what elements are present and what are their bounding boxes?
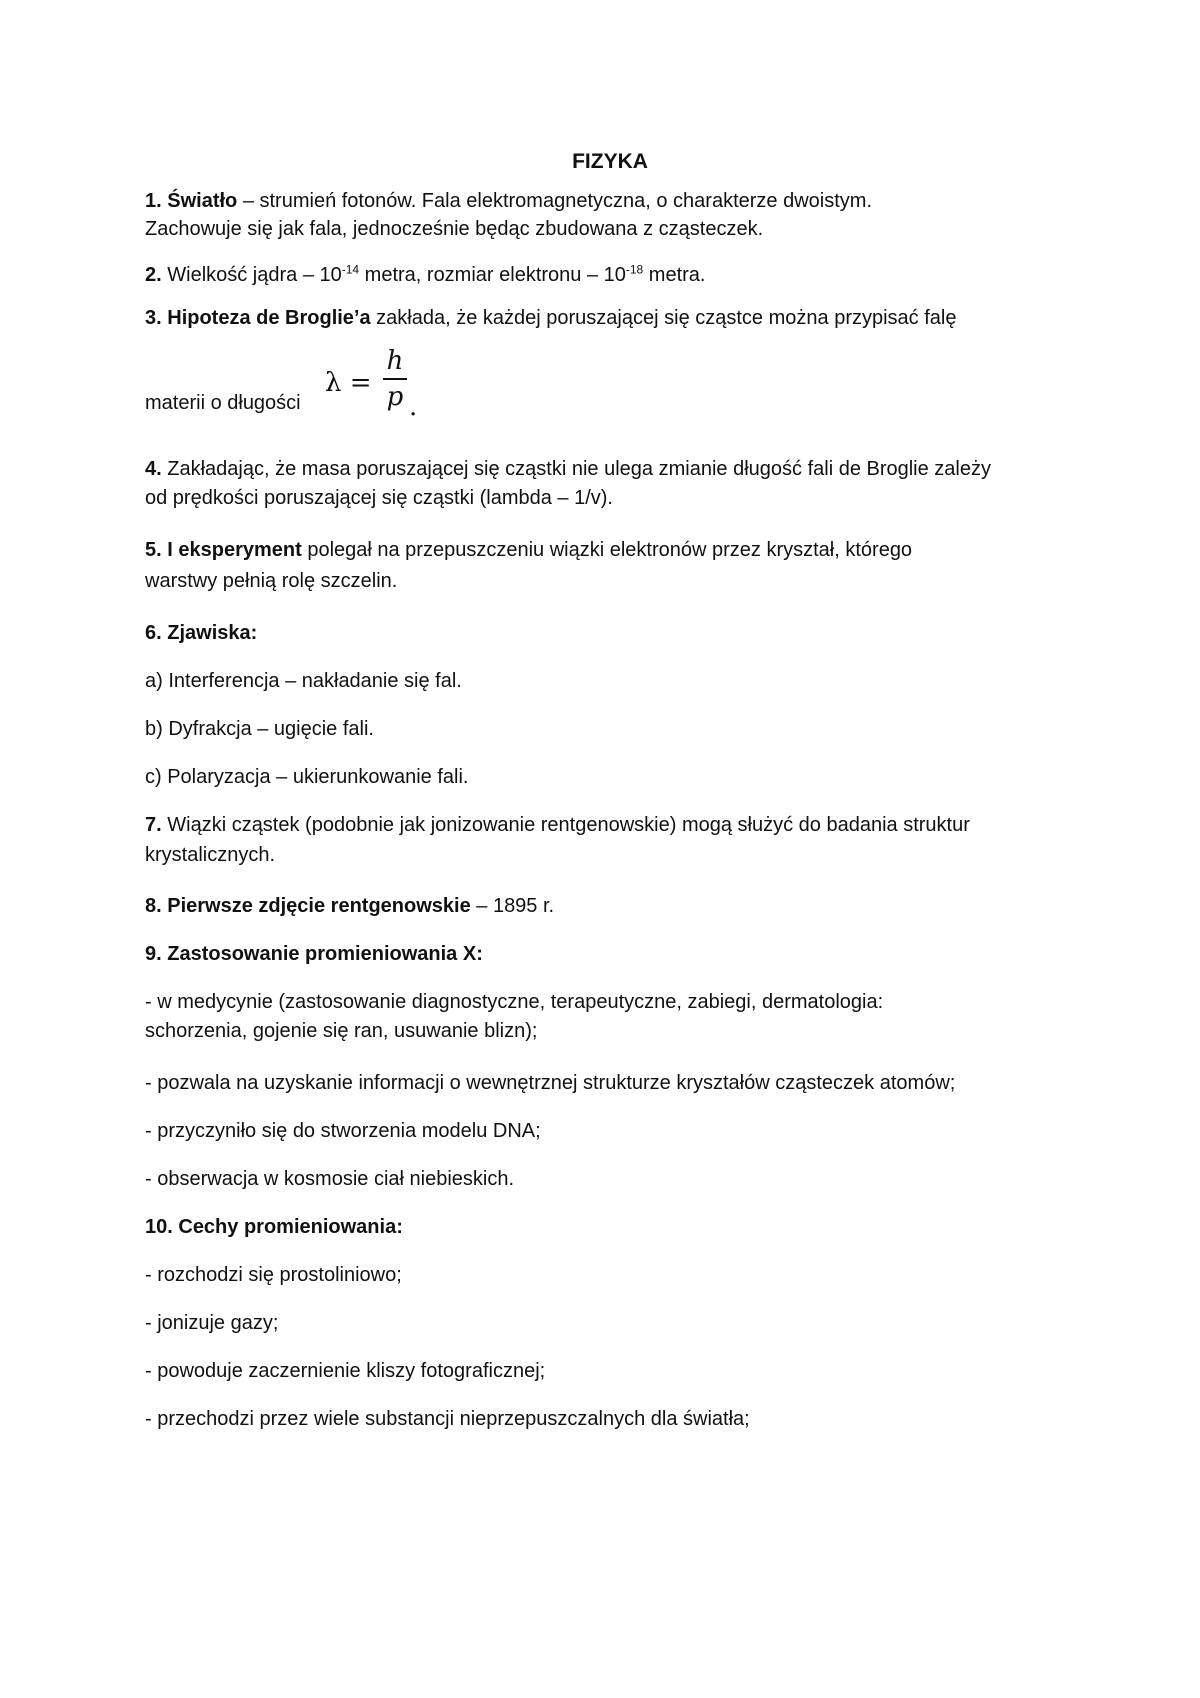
page-title: FIZYKA: [572, 150, 648, 173]
item-6-heading: 6. Zjawiska:: [145, 622, 258, 644]
item-9-bullet-2: - pozwala na uzyskanie informacji o wewnętrznej strukturze kryształów cząsteczek atomów;: [145, 1072, 956, 1094]
formula-lhs: λ =: [325, 368, 372, 398]
item-9-bullet-4: - obserwacja w kosmosie ciał niebieskich.: [145, 1168, 515, 1190]
formula-fraction: [383, 346, 407, 412]
item-3-line-1: 3. Hipoteza de Broglie’a zakłada, że każdej poruszającej się cząstce można przypisać falę: [145, 307, 957, 329]
item-1-line-1: 1. Światło – strumień fotonów. Fala elektromagnetyczna, o charakterze dwoistym.: [145, 190, 873, 212]
item-9-bullet-1-line-2: schorzenia, gojenie się ran, usuwanie blizn);: [145, 1020, 538, 1042]
item-10-bullet-2: - jonizuje gazy;: [145, 1312, 279, 1334]
item-6c: c) Polaryzacja – ukierunkowanie fali.: [145, 766, 469, 788]
item-7-line-1: 7. Wiązki cząstek (podobnie jak jonizowanie rentgenowskie) mogą służyć do badania struktur: [145, 814, 970, 836]
item-6b: b) Dyfrakcja – ugięcie fali.: [145, 718, 374, 740]
item-10-heading: 10. Cechy promieniowania:: [145, 1216, 403, 1238]
item-3-line-2: materii o długości: [145, 392, 301, 414]
formula-denominator: p: [386, 382, 404, 412]
item-10-bullet-1: - rozchodzi się prostoliniowo;: [145, 1264, 402, 1286]
item-8-line: 8. Pierwsze zdjęcie rentgenowskie – 1895 r.: [145, 895, 555, 917]
item-9-bullet-3: - przyczyniło się do stworzenia modelu DNA;: [145, 1120, 541, 1142]
item-6a: a) Interferencja – nakładanie się fal.: [145, 670, 462, 692]
fraction-bar: [383, 378, 407, 380]
formula-dot: .: [409, 392, 418, 422]
item-2-line: 2. Wielkość jądra – $10^{-14}$ metra, rozmiar elektronu – $10^{-18}$ metra.: [145, 262, 706, 286]
item-10-bullet-3: - powoduje zaczernienie kliszy fotograficznej;: [145, 1360, 546, 1382]
item-7-line-2: krystalicznych.: [145, 844, 276, 866]
item-10-bullet-4: - przechodzi przez wiele substancji nieprzepuszczalnych dla światła;: [145, 1408, 750, 1430]
item-4-line-1: 4. Zakładając, że masa poruszającej się cząstki nie ulega zmianie długość fali de Broglie zależy: [145, 458, 991, 480]
item-4-line-2: od prędkości poruszającej się cząstki (lambda – 1/v).: [145, 487, 613, 509]
item-1-line-2: Zachowuje się jak fala, jednocześnie będąc zbudowana z cząsteczek.: [145, 218, 764, 240]
item-5-line-2: warstwy pełnią rolę szczelin.: [145, 570, 398, 592]
item-5-line-1: 5. I eksperyment polegał na przepuszczeniu wiązki elektronów przez kryształ, którego: [145, 539, 913, 561]
item-9-heading: 9. Zastosowanie promieniowania X:: [145, 943, 483, 965]
formula-numerator: h: [386, 346, 404, 376]
item-9-bullet-1-line-1: - w medycynie (zastosowanie diagnostyczne, terapeutyczne, zabiegi, dermatologia:: [145, 991, 884, 1013]
